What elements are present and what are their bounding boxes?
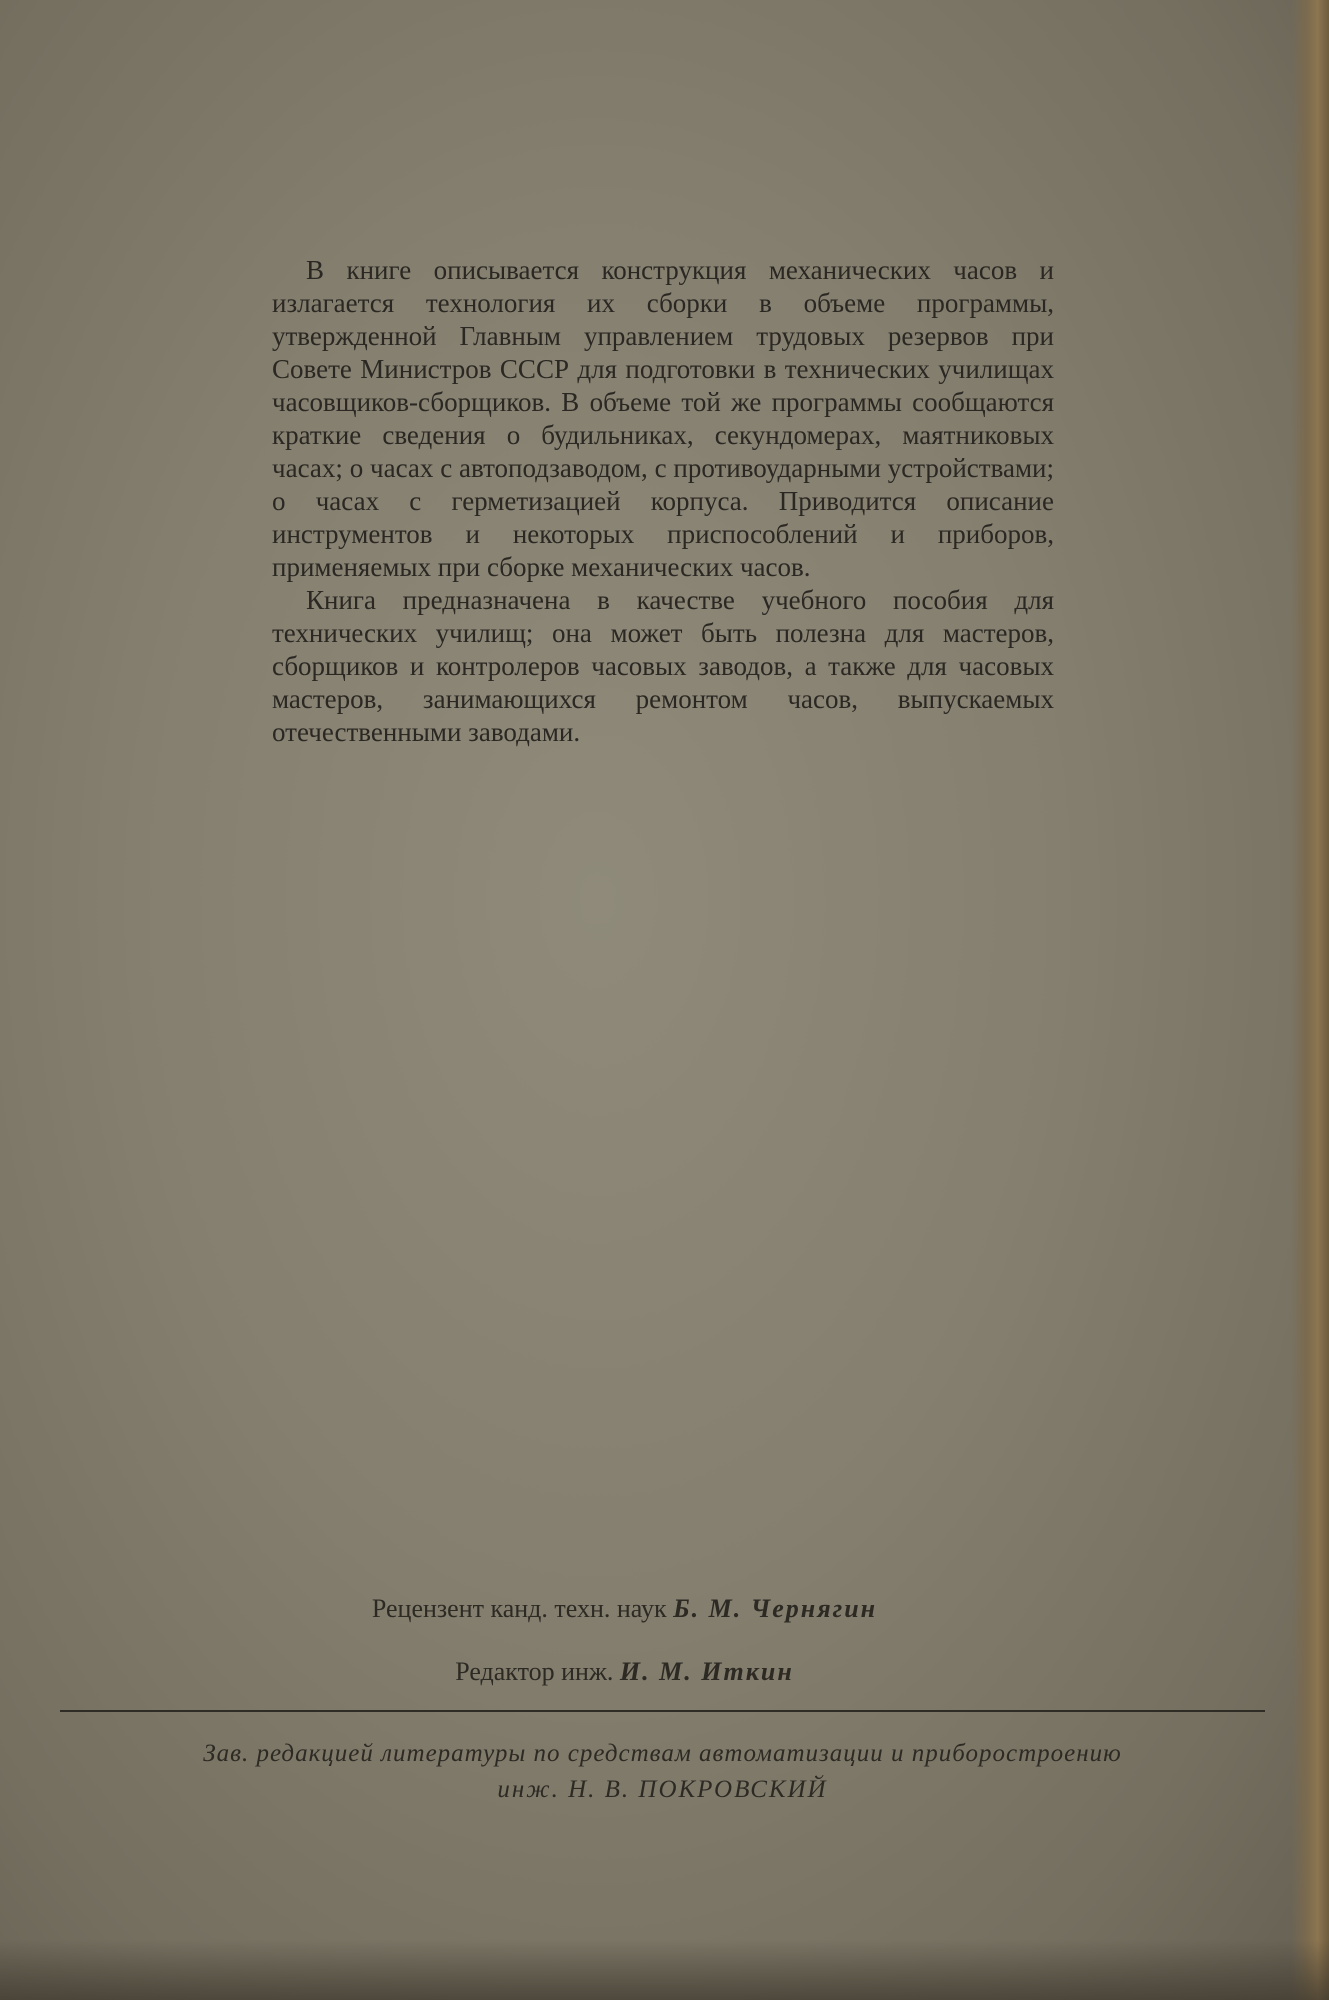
abstract-paragraph-1: В книге описывается конструкция механических часов и излагается технология их сборки в объеме программы, утвержденной Главным управлением трудовых резервов при Совете Министров СССР для подготовки в технических училищах часовщиков-сборщиков. В объеме той же программы сообщаются краткие сведения о будильниках, секундомерах, маятниковых часах; о часах с автоподзаводом, с противоударными устройствами; о часах с герметизацией корпуса. Приводится описание инструментов и некоторых приспособлений и приборов, применяемых при сборке механических часов. — [272, 255, 1054, 582]
chief-editor-line-1: Зав. редакцией литературы по средствам автоматизации и приборостроению — [203, 1740, 1122, 1767]
editor-label: Редактор инж. — [455, 1657, 614, 1686]
divider-rule — [60, 1710, 1265, 1712]
reviewer-label: Рецензент канд. техн. наук — [371, 1594, 667, 1623]
page-edge-bottom — [0, 1940, 1329, 2000]
abstract-paragraph-2: Книга предназначена в качестве учебного пособия для технических училищ; она может быть полезна для мастеров, сборщиков и контролеров часовых заводов, а также для часовых мастеров, занимающихся ремонтом часов, выпускаемых отечественными заводами. — [272, 585, 1054, 747]
page-edge-right — [1291, 0, 1329, 2000]
reviewer-line — [0, 1594, 1289, 1624]
editor-name: И. М. Иткин — [619, 1657, 794, 1686]
editor-line — [0, 1657, 1289, 1687]
reviewer-name: Б. М. Чернягин — [673, 1594, 878, 1623]
chief-editor-line-2: инж. Н. В. ПОКРОВСКИЙ — [497, 1776, 828, 1803]
book-abstract — [272, 254, 1054, 749]
